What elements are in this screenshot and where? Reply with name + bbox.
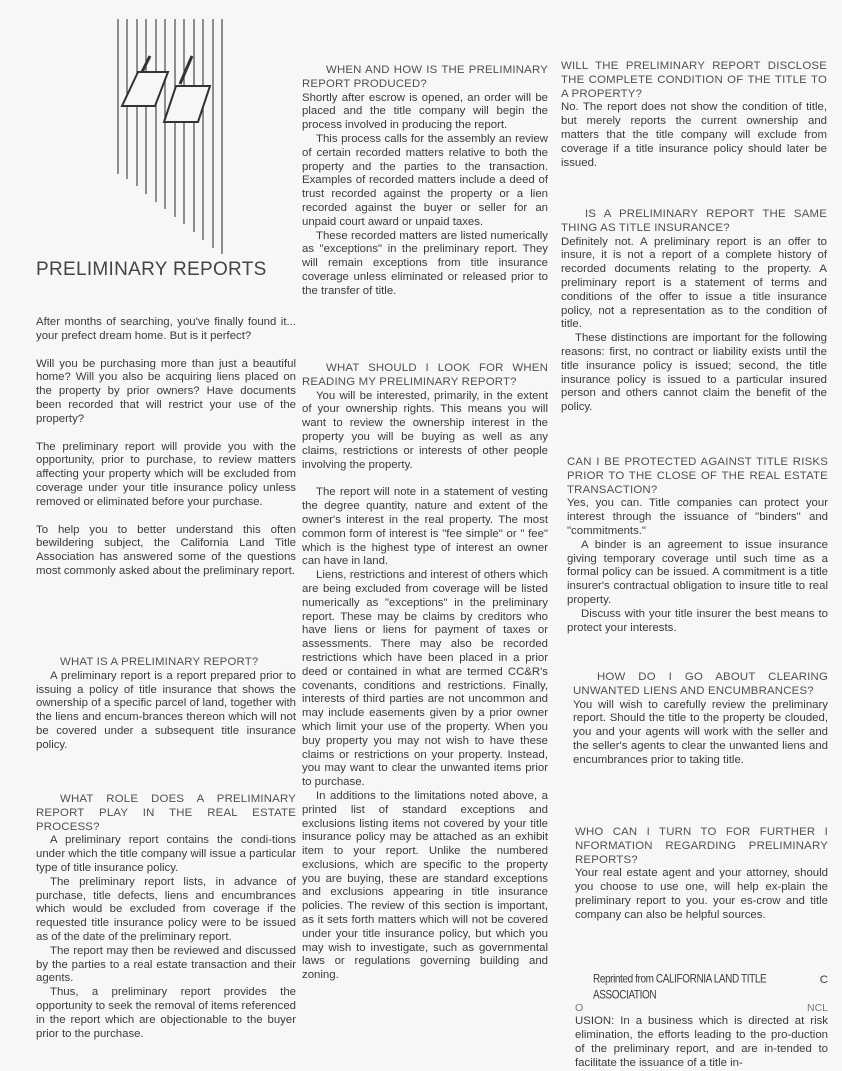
section-heading: WHEN AND HOW IS THE PRELIMINARY REPORT PRODUCED? (302, 64, 548, 90)
paragraph: Yes, you can. Title companies can protect your interest through the issuance of "binders" and "commitments." (567, 497, 828, 537)
fragment: O (575, 1001, 584, 1014)
section-heading: IS A PRELIMINARY REPORT THE SAME THING AS TITLE INSURANCE? (561, 208, 827, 234)
paragraph: The preliminary report lists, in advance of purchase, title defects, liens and encumbrances which would be excluded from coverage if the requested title insurance policy were to be issued as of the date of the preliminary report. (36, 875, 296, 943)
intro-paragraph: To help you to better understand this often bewildering subject, the California Land Title Association has answered some of the questions most commonly asked about the preliminary report. (36, 523, 296, 577)
paragraph: These recorded matters are listed numerically as "exceptions" in the preliminary report. They will remain exceptions from title insurance coverage unless eliminated or released prior to the transfer of title. (302, 229, 548, 297)
paragraph: In additions to the limitations noted above, a printed list of standard exceptions and exclusions listing items not covered by your title insurance policy may be attached as an exhibit item to your report. Unlike the numbered exclusions, which are specific to the property you are buying, these are standard exceptions and exclusions appearing in title insurance policies. The review of this section is important, as it sets forth matters which will not be covered under your title insurance policy, but which you may wish to investigate, such as governmental laws or regulations governing building and zoning. (302, 789, 548, 982)
section-what-role (36, 793, 296, 1041)
intro-paragraph: Will you be purchasing more than just a beautiful home? Will you also be acquiring liens placed on the property by prior owners? Have documents been recorded that will restrict your use of the property? (36, 357, 296, 425)
paragraph: A preliminary report contains the condi-tions under which the title company will issue a particular type of title insurance policy. (36, 834, 296, 874)
paragraph: A preliminary report is a report prepared prior to issuing a policy of title insurance that shows the ownership of a specific parcel of land, together with the liens and encum-brances thereon which will not be covered under a subsequent title insurance policy. (36, 669, 296, 751)
section-heading: WHAT ROLE DOES A PRELIMINARY REPORT PLAY IN THE REAL ESTATE PROCESS? (36, 793, 296, 833)
section-when-how (302, 64, 548, 299)
intro (36, 316, 296, 579)
section-heading: WHAT IS A PRELIMINARY REPORT? (60, 656, 259, 668)
fragment: NCL (806, 1001, 828, 1014)
association-logo (110, 14, 230, 259)
paragraph: The report will note in a statement of vesting the degree quantity, nature and extent of the owner's interest in the real property. The most common form of interest is "fee simple" or " fee" which is the highest type of interest an owner can have in land. (302, 486, 548, 568)
intro-paragraph: After months of searching, you've finally found it... your prefect dream home. But is it perfect? (36, 316, 296, 342)
section-is-same (561, 208, 827, 415)
paragraph: Thus, a preliminary report provides the opportunity to seek the removal of items referenced in the report which are objectionable to the buyer prior to the purchase. (36, 986, 296, 1040)
paragraph: Shortly after escrow is opened, an order will be placed and the title company will begin the process involved in producing the report. (302, 91, 548, 132)
fragment: C (819, 974, 828, 986)
conclusion: USION: In a business which is directed at risk elimination, the efforts leading to the pro-duction of the preliminary report, and are in-tended to facilitate the issuance of a title in- (575, 1015, 828, 1069)
paragraph: Liens, restrictions and interest of others which are being excluded from coverage will be listed numerically as "exceptions" in the preliminary report. These may be claims by creditors who have liens or liens for payment of taxes or assessments. There may also be recorded restrictions which have been placed in a prior deed or contained in what are termed CC&R's covenants, conditions and restrictions. Finally, interests of third parties are not uncommon and may include easements given by a prior owner which limit your use of the property. When you buy property you may not wish to have these claims or restrictions on your property. Instead, you may want to clear the unwanted items prior to purchase. (302, 569, 548, 789)
section-how-clear (573, 671, 828, 768)
paragraph: Discuss with your title insurer the best means to protect your interests. (567, 607, 828, 634)
section-can-protect (567, 456, 828, 635)
page-title: PRELIMINARY REPORTS (36, 259, 267, 280)
section-what-is (36, 656, 296, 753)
section-heading: HOW DO I GO ABOUT CLEARING UNWANTED LIENS AND ENCUMBRANCES? (573, 671, 828, 697)
section-heading: WHO CAN I TURN TO FOR FURTHER I NFORMATION REGARDING PRELIMINARY REPORTS? (575, 826, 828, 866)
intro-paragraph: The preliminary report will provide you with the opportunity, prior to purchase, to review matters affecting your property which will be excluded from coverage under your title insurance policy unless removed or eliminated before your purchase. (36, 440, 296, 508)
section-will-disclose (561, 60, 827, 170)
reprint-source: Reprinted from CALIFORNIA LAND TITLE ASSOCIATION (593, 973, 767, 1002)
reprint-credit (575, 974, 828, 1071)
paragraph: A binder is an agreement to issue insurance giving temporary coverage until such time as a formal policy can be issued. A commitment is a title insurer's contractual obligation to insure title to real property. (567, 538, 828, 606)
paragraph: The report may then be reviewed and discussed by the parties to a real estate transaction and their agents. (36, 944, 296, 985)
section-heading: CAN I BE PROTECTED AGAINST TITLE RISKS PRIOR TO THE CLOSE OF THE REAL ESTATE TRANSACTION? (567, 456, 828, 496)
paragraph: These distinctions are important for the following reasons: first, no contract or liability exists until the title insurance policy is issued; second, the title insurance policy is issued to a particular insured person and others cannot claim the benefit of the policy. (561, 332, 827, 414)
paragraph: You will wish to carefully review the preliminary report. Should the title to the property be clouded, you and your agents will work with the seller and the seller's agents to clear the unwanted liens and encumbrances prior to taking title. (573, 698, 828, 766)
section-heading: WILL THE PRELIMINARY REPORT DISCLOSE THE COMPLETE CONDITION OF THE TITLE TO A PROPERTY? (561, 60, 827, 100)
section-what-should (302, 362, 548, 983)
paragraph: You will be interested, primarily, in the extent of your ownership rights. This means you will want to review the ownership interest in the property you will be buying as well as any claims, restrictions or interests of other people involving the property. (302, 389, 548, 471)
paragraph: Your real estate agent and your attorney, should you choose to use one, will help ex-plain the preliminary report to you. your es-crow and title company can also be helpful sources. (575, 867, 828, 921)
section-who-turn (575, 826, 828, 923)
paragraph: This process calls for the assembly an review of certain recorded matters relative to both the property and the parties to the transaction. Examples of recorded matters include a deed of trust recorded against the property or a lien recorded against the buyer or seller for an unpaid court award or unpaid taxes. (302, 132, 548, 228)
paragraph: Definitely not. A preliminary report is an offer to insure, it is not a report of a complete history of recorded documents relating to the property. A preliminary report is a statement of terms and conditions of the offer to issue a title insurance policy, not a representation as to the condition of title. (561, 235, 827, 331)
section-heading: WHAT SHOULD I LOOK FOR WHEN READING MY PRELIMINARY REPORT? (302, 362, 548, 388)
paragraph: No. The report does not show the condition of title, but merely reports the current ownership and matters that the title company will exclude from coverage if a title insurance policy should later be issued. (561, 101, 827, 169)
